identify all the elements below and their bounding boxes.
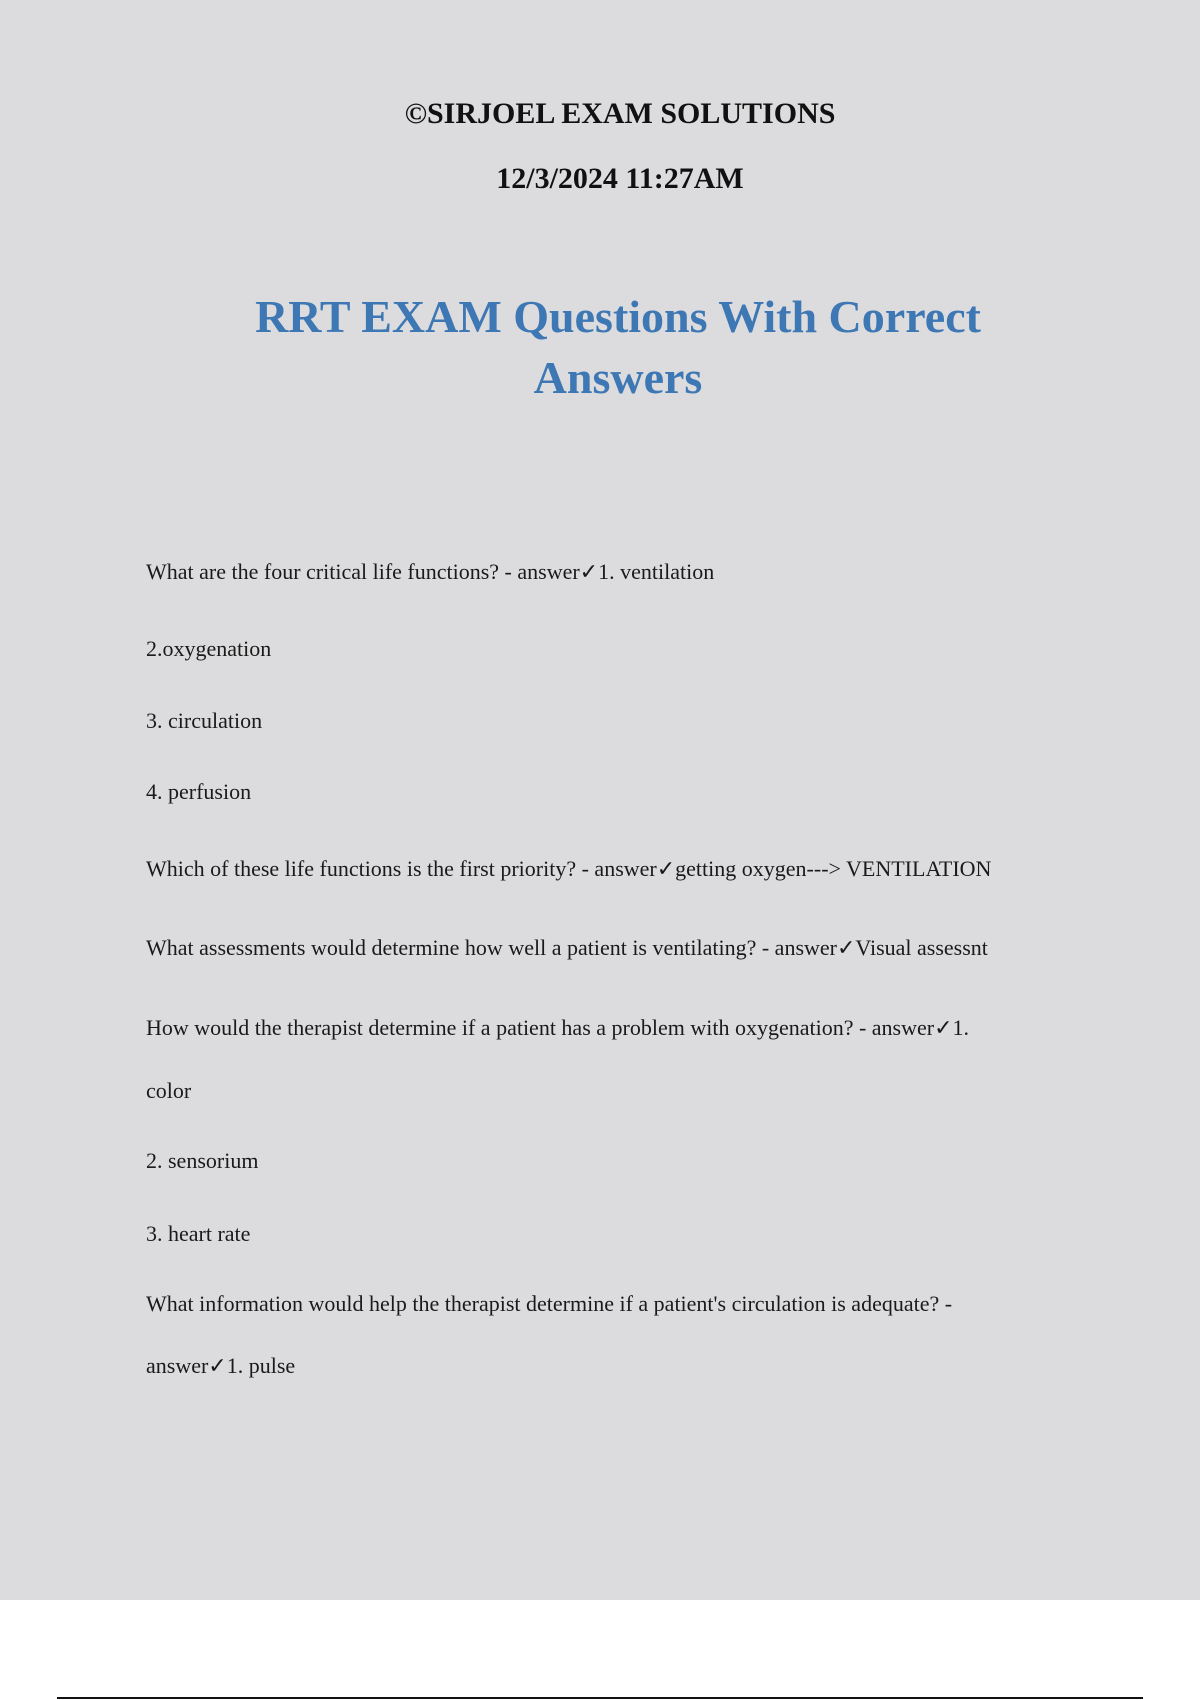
question-line: What assessments would determine how well a patient is ventilating? - answer✓Visual assessnt <box>146 935 988 960</box>
document-title <box>0 286 1200 408</box>
question-line: What information would help the therapist determine if a patient's circulation is adequate? - <box>146 1291 953 1316</box>
question-line: Which of these life functions is the first priority? - answer✓getting oxygen---> VENTILATION <box>146 856 992 881</box>
answer-line: 4. perfusion <box>146 779 252 804</box>
title-line-1: RRT EXAM Questions With Correct <box>255 291 981 342</box>
answer-line: 3. circulation <box>146 708 263 733</box>
answer-line: 2.oxygenation <box>146 636 272 661</box>
question-line: How would the therapist determine if a patient has a problem with oxygenation? - answer✓1. <box>146 1015 970 1040</box>
answer-line: answer✓1. pulse <box>146 1353 296 1378</box>
page-divider <box>57 1697 1143 1699</box>
question-line: What are the four critical life functions? - answer✓1. ventilation <box>146 559 715 584</box>
answer-line: 3. heart rate <box>146 1221 251 1246</box>
answer-line: color <box>146 1078 192 1103</box>
document-datetime: 12/3/2024 11:27AM <box>496 162 744 195</box>
title-line-2: Answers <box>533 352 703 403</box>
company-name: ©SIRJOEL EXAM SOLUTIONS <box>404 97 836 130</box>
answer-line: 2. sensorium <box>146 1148 259 1173</box>
